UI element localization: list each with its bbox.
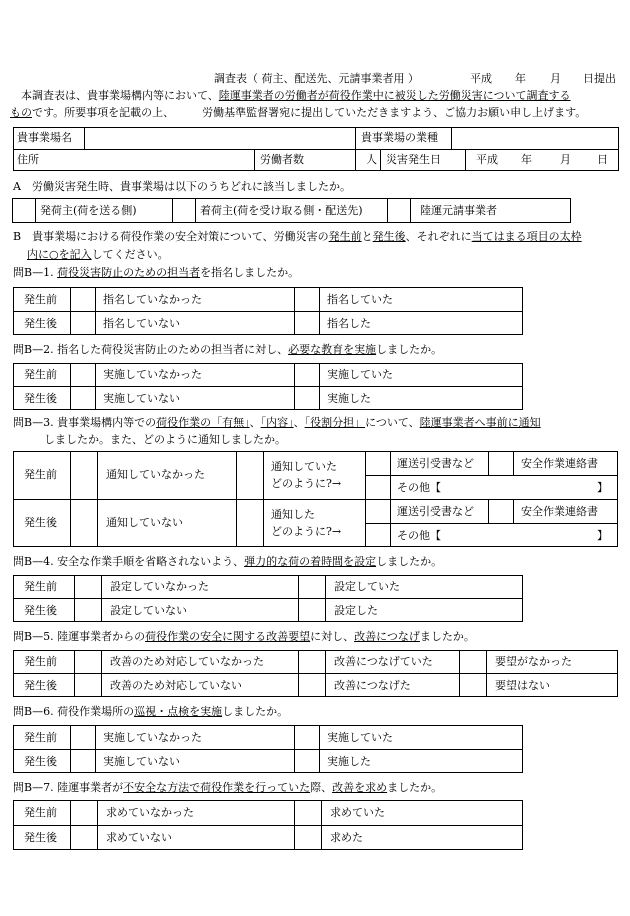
b7-before-no-label: 求めていなかった <box>106 806 194 819</box>
b1-after-yes-label: 指名した <box>327 317 371 330</box>
b5-before-yes-label: 改善につなげていた <box>334 655 433 668</box>
option-prime-contractor-checkbox[interactable] <box>387 198 411 223</box>
submit-date-day: 日提出 <box>583 72 616 85</box>
b1-before-yes-checkbox[interactable] <box>294 287 320 312</box>
b5-after-label: 発生後 <box>24 679 57 692</box>
b4-before-no-label: 設定していなかった <box>110 580 209 593</box>
b5-after-yes-checkbox[interactable] <box>298 673 326 697</box>
b4-before-no-checkbox[interactable] <box>74 575 102 599</box>
b3-before-no-label: 通知していなかった <box>106 468 205 481</box>
b3-after-other-field[interactable] <box>440 526 590 544</box>
workers-field[interactable] <box>310 151 362 170</box>
b3-before-other-end: 】 <box>597 481 608 494</box>
b6-before-yes-checkbox[interactable] <box>294 725 320 750</box>
accident-date-year: 年 <box>521 153 532 166</box>
b2-after-label: 発生後 <box>24 392 57 405</box>
b5-before-no-checkbox[interactable] <box>74 650 102 674</box>
b3-after-label: 発生後 <box>24 516 57 529</box>
b2-before-label: 発生前 <box>24 368 57 381</box>
option-shipper-checkbox[interactable] <box>12 198 36 223</box>
b2-after-yes-checkbox[interactable] <box>294 386 320 410</box>
submit-date-year: 年 <box>515 72 526 85</box>
b4-before-yes-label: 設定していた <box>334 580 400 593</box>
b6-after-no-checkbox[interactable] <box>70 749 96 773</box>
b4-after-no-checkbox[interactable] <box>74 598 102 622</box>
question-b2: 問B—2. 指名した荷役災害防止のための担当者に対し、必要な教育を実施しましたか。 <box>13 343 443 356</box>
b3-after-no-label: 通知していない <box>106 516 183 529</box>
b3-after-other-label: その他【 <box>397 529 441 542</box>
b6-before-label: 発生前 <box>24 731 57 744</box>
b7-before-no-checkbox[interactable] <box>70 800 98 826</box>
intro-line-1: 本調査表は、貴事業場構内等において、陸運事業者の労働者が荷役作業中に被災した労働災害について調査する <box>21 89 571 102</box>
question-b1: 問B—1. 荷役災害防止のための担当者を指名しましたか。 <box>13 266 300 279</box>
b2-after-no-label: 実施していない <box>103 392 180 405</box>
office-name-label: 貴事業場名 <box>17 131 72 144</box>
b6-before-no-label: 実施していなかった <box>103 731 202 744</box>
b3-before-yes-checkbox[interactable] <box>236 451 264 500</box>
accident-date-month: 月 <box>560 153 571 166</box>
b3-before-other-field[interactable] <box>440 478 590 496</box>
question-b7: 問B—7. 陸運事業者が不安全な方法で荷役作業を行っていた際、改善を求めましたか。 <box>13 781 443 794</box>
b4-before-label: 発生前 <box>24 580 57 593</box>
b6-before-yes-label: 実施していた <box>327 731 393 744</box>
accident-date-era: 平成 <box>476 153 498 166</box>
question-b4: 問B—4. 安全な作業手順を省略されないよう、弾力的な荷の着時間を設定しましたか。 <box>13 555 443 568</box>
b1-after-no-label: 指名していない <box>103 317 180 330</box>
b4-after-no-label: 設定していない <box>110 604 187 617</box>
b3-before-label: 発生前 <box>24 468 57 481</box>
b3-before-shipping-doc-checkbox[interactable] <box>365 451 391 476</box>
b6-before-no-checkbox[interactable] <box>70 725 96 750</box>
submit-date-era: 平成 <box>470 72 492 85</box>
workers-unit: 人 <box>366 153 377 166</box>
submit-date-month: 月 <box>550 72 561 85</box>
office-name-field[interactable] <box>86 129 353 148</box>
b3-before-yes-label: 通知していた <box>271 460 337 473</box>
b1-before-no-checkbox[interactable] <box>70 287 96 312</box>
b5-after-none-checkbox[interactable] <box>459 673 487 697</box>
b3-before-no-checkbox[interactable] <box>70 451 98 500</box>
b1-after-label: 発生後 <box>24 317 57 330</box>
b6-after-no-label: 実施していない <box>103 755 180 768</box>
industry-label: 貴事業場の業種 <box>361 131 438 144</box>
b3-before-safety-notice-label: 安全作業連絡書 <box>521 457 598 470</box>
b7-after-yes-checkbox[interactable] <box>294 825 322 850</box>
question-b5: 問B—5. 陸運事業者からの荷役作業の安全に関する改善要望に対し、改善につなげましたか。 <box>13 630 475 643</box>
b3-before-other-label: その他【 <box>397 481 441 494</box>
b3-after-safety-notice-checkbox[interactable] <box>488 499 514 524</box>
b5-after-yes-label: 改善につなげた <box>334 679 411 692</box>
b1-before-label: 発生前 <box>24 293 57 306</box>
b2-after-yes-label: 実施した <box>327 392 371 405</box>
b2-before-no-label: 実施していなかった <box>103 368 202 381</box>
b3-after-other-end: 】 <box>597 529 608 542</box>
b2-after-no-checkbox[interactable] <box>70 386 96 410</box>
b5-after-no-checkbox[interactable] <box>74 673 102 697</box>
b6-after-label: 発生後 <box>24 755 57 768</box>
b5-before-none-checkbox[interactable] <box>459 650 487 674</box>
b5-after-no-label: 改善のため対応していない <box>110 679 242 692</box>
option-prime-contractor-label: 陸運元請事業者 <box>420 204 497 217</box>
form-title: 調査表（ 荷主、配送先、元請事業者用 ） <box>214 72 419 85</box>
workers-label: 労働者数 <box>260 153 304 166</box>
accident-date-label: 災害発生日 <box>386 153 441 166</box>
option-shipper-label: 発荷主(荷を送る側) <box>40 204 137 217</box>
accident-date-day: 日 <box>597 153 608 166</box>
b3-after-yes-label: 通知した <box>271 508 315 521</box>
b1-after-yes-checkbox[interactable] <box>294 311 320 335</box>
b5-after-none-label: 要望はない <box>495 679 550 692</box>
address-field[interactable] <box>50 151 252 170</box>
b3-after-shipping-doc-label: 運送引受書など <box>397 505 474 518</box>
b1-before-no-label: 指名していなかった <box>103 293 202 306</box>
b3-after-how-label: どのように?→ <box>271 525 342 538</box>
b3-after-safety-notice-label: 安全作業連絡書 <box>521 505 598 518</box>
question-b6: 問B—6. 荷役作業場所の巡視・点検を実施しましたか。 <box>13 705 289 718</box>
b3-before-other-checkbox[interactable] <box>365 475 391 500</box>
b3-after-other-checkbox[interactable] <box>365 523 391 547</box>
b3-before-safety-notice-checkbox[interactable] <box>488 451 514 476</box>
b3-before-how-label: どのように?→ <box>271 477 342 490</box>
question-b3-line-2: しましたか。また、どのように通知しましたか。 <box>44 433 286 446</box>
b5-before-yes-checkbox[interactable] <box>298 650 326 674</box>
b5-before-no-label: 改善のため対応していなかった <box>110 655 264 668</box>
b1-before-yes-label: 指名していた <box>327 293 393 306</box>
b4-after-label: 発生後 <box>24 604 57 617</box>
b5-before-none-label: 要望がなかった <box>495 655 572 668</box>
option-consignee-label: 着荷主(荷を受け取る側・配送先) <box>200 204 363 217</box>
b2-before-no-checkbox[interactable] <box>70 363 96 387</box>
b7-after-label: 発生後 <box>24 831 57 844</box>
b6-after-yes-checkbox[interactable] <box>294 749 320 773</box>
b2-before-yes-checkbox[interactable] <box>294 363 320 387</box>
b3-before-shipping-doc-label: 運送引受書など <box>397 457 474 470</box>
b7-after-no-label: 求めていない <box>106 831 172 844</box>
option-consignee-checkbox[interactable] <box>172 198 196 223</box>
b6-after-yes-label: 実施した <box>327 755 371 768</box>
question-a: A 労働災害発生時、貴事業場は以下のうちどれに該当しましたか。 <box>13 180 351 193</box>
b1-after-no-checkbox[interactable] <box>70 311 96 335</box>
b3-after-shipping-doc-checkbox[interactable] <box>365 499 391 524</box>
b3-after-yes-checkbox[interactable] <box>236 499 264 547</box>
b4-before-yes-checkbox[interactable] <box>298 575 326 599</box>
b4-after-yes-label: 設定した <box>334 604 378 617</box>
b3-after-no-checkbox[interactable] <box>70 499 98 547</box>
b2-before-yes-label: 実施していた <box>327 368 393 381</box>
question-b-line-2: 内に○を記入してください。 <box>27 248 169 261</box>
intro-line-2: ものです。所要事項を記載の上、 労働基準監督署宛に提出していただきますよう、ご協力お願い申し上げます。 <box>10 106 587 119</box>
industry-field[interactable] <box>453 129 617 148</box>
question-b-line-1: B 貴事業場における荷役作業の安全対策について、労働災害の発生前と発生後、それぞれに当てはまる項目の太枠 <box>13 230 582 243</box>
b7-before-label: 発生前 <box>24 806 57 819</box>
b7-after-yes-label: 求めた <box>330 831 363 844</box>
b5-before-label: 発生前 <box>24 655 57 668</box>
address-label: 住所 <box>17 153 39 166</box>
b7-after-no-checkbox[interactable] <box>70 825 98 850</box>
b4-after-yes-checkbox[interactable] <box>298 598 326 622</box>
b7-before-yes-label: 求めていた <box>330 806 385 819</box>
b7-before-yes-checkbox[interactable] <box>294 800 322 826</box>
question-b3-line-1: 問B—3. 貴事業場構内等での荷役作業の「有無」、「内容」、「役割分担」について、陸運事業者へ事前に通知 <box>13 416 541 429</box>
